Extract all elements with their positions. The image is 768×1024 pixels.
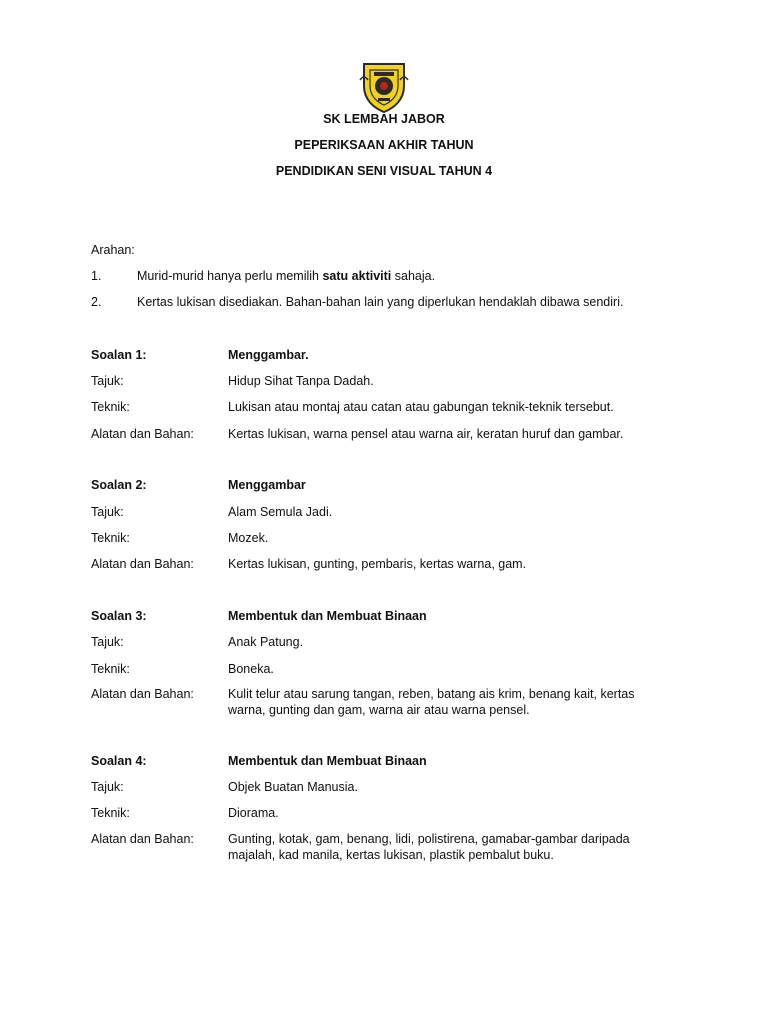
exam-title: PEPERIKSAAN AKHIR TAHUN [294, 138, 474, 152]
alatan-label: Alatan dan Bahan: [91, 687, 194, 701]
tajuk-label: Tajuk: [91, 505, 124, 519]
instruction-emphasis: satu aktiviti [322, 269, 392, 283]
alatan-value-line-2: majalah, kad manila, kertas lukisan, plastik pembalut buku. [228, 848, 554, 862]
alatan-value-line-2: warna, gunting dan gam, warna air atau warna pensel. [228, 703, 530, 717]
alatan-value-line-1: Kulit telur atau sarung tangan, reben, batang ais krim, benang kait, kertas [228, 687, 635, 701]
school-crest-logo [356, 58, 412, 114]
instruction-number: 2. [91, 295, 102, 309]
question-label: Soalan 4: [91, 754, 147, 768]
teknik-value: Boneka. [228, 662, 274, 676]
tajuk-label: Tajuk: [91, 635, 124, 649]
question-label: Soalan 3: [91, 609, 147, 623]
alatan-label: Alatan dan Bahan: [91, 832, 194, 846]
question-activity: Membentuk dan Membuat Binaan [228, 609, 427, 623]
tajuk-value: Objek Buatan Manusia. [228, 780, 358, 794]
instructions-label: Arahan: [91, 243, 135, 257]
instruction-number: 1. [91, 269, 102, 283]
alatan-value-line-1: Gunting, kotak, gam, benang, lidi, polistirena, gamabar-gambar daripada [228, 832, 630, 846]
school-name: SK LEMBAH JABOR [323, 112, 445, 126]
teknik-label: Teknik: [91, 400, 130, 414]
question-label: Soalan 2: [91, 478, 147, 492]
alatan-value: Kertas lukisan, warna pensel atau warna air, keratan huruf dan gambar. [228, 427, 624, 441]
teknik-label: Teknik: [91, 662, 130, 676]
instruction-text: Kertas lukisan disediakan. Bahan-bahan lain yang diperlukan hendaklah dibawa sendiri. [137, 295, 624, 309]
alatan-label: Alatan dan Bahan: [91, 557, 194, 571]
tajuk-value: Anak Patung. [228, 635, 304, 649]
alatan-label: Alatan dan Bahan: [91, 427, 194, 441]
tajuk-label: Tajuk: [91, 780, 124, 794]
teknik-value: Diorama. [228, 806, 279, 820]
question-activity: Menggambar. [228, 348, 309, 362]
teknik-value: Mozek. [228, 531, 269, 545]
subject-title: PENDIDIKAN SENI VISUAL TAHUN 4 [275, 164, 493, 178]
teknik-label: Teknik: [91, 806, 130, 820]
tajuk-value: Hidup Sihat Tanpa Dadah. [228, 374, 374, 388]
instruction-text: Murid-murid hanya perlu memilih satu aktiviti sahaja. [137, 269, 436, 283]
tajuk-label: Tajuk: [91, 374, 124, 388]
question-label: Soalan 1: [91, 348, 147, 362]
alatan-value: Kertas lukisan, gunting, pembaris, kertas warna, gam. [228, 557, 527, 571]
question-activity: Membentuk dan Membuat Binaan [228, 754, 427, 768]
tajuk-value: Alam Semula Jadi. [228, 505, 333, 519]
question-activity: Menggambar [228, 478, 306, 492]
teknik-label: Teknik: [91, 531, 130, 545]
teknik-value: Lukisan atau montaj atau catan atau gabungan teknik-teknik tersebut. [228, 400, 614, 414]
